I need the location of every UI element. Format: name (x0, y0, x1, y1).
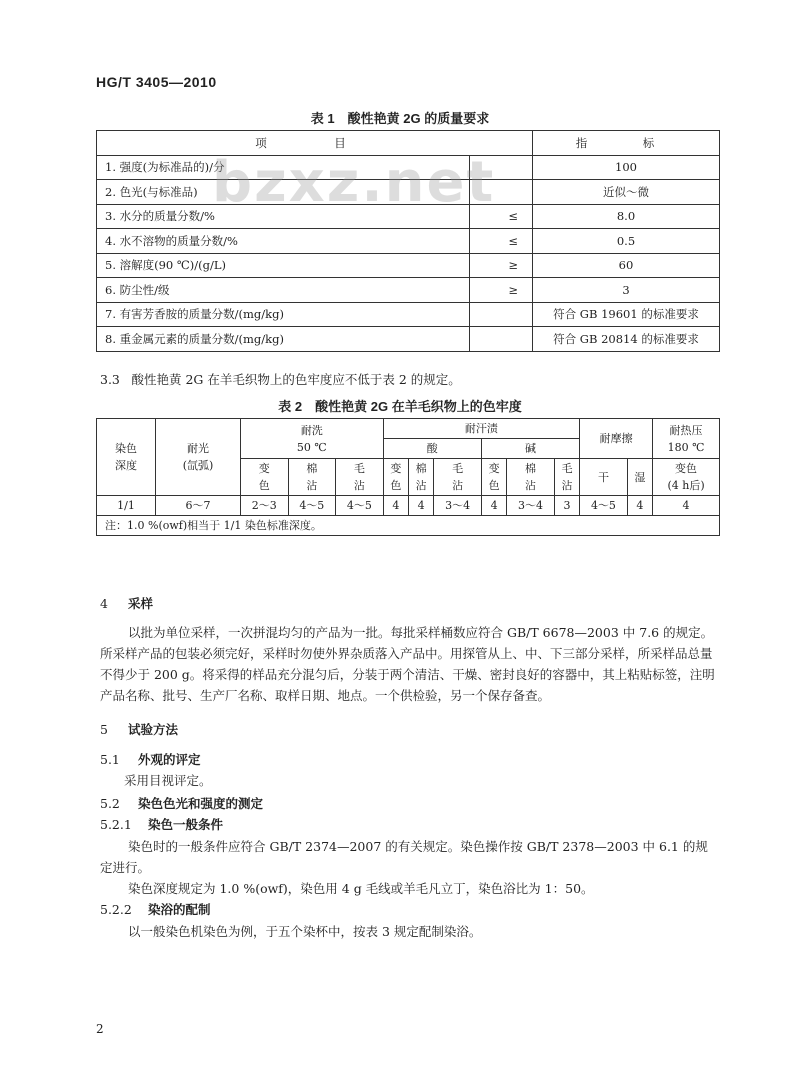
item-cell: 5. 溶解度(90 ℃)/(g/L) (97, 253, 470, 278)
value-cell: 8.0 (533, 204, 720, 229)
section-4-paragraph: 以批为单位采样，一次拼混均匀的产品为一批。每批采样桶数应符合 GB/T 6678—2003 中 7.6 的规定。所采样产品的包装必须完好，采样时勿使外界杂质落入产品中。用探管从上、中、下三部分采样，所采样品总量不得少于 200 g。将采得的样品充分混匀后，分装于两个清洁、干燥、密封良好的容器中，其上粘贴标签，注明产品名称、批号、生产厂名称、取样日期、地点。一个供检验，另一个保存备查。 (100, 625, 715, 703)
section-number: 5.2.2 (100, 902, 132, 917)
table-row (97, 496, 720, 516)
cell-alkali-change: 4 (481, 496, 506, 516)
section-title: 外观的评定 (138, 753, 201, 767)
table-row (97, 302, 720, 327)
sub-wool: 毛 沾 (554, 459, 579, 496)
sub-wet: 湿 (627, 459, 652, 496)
section-5-2-1-heading (100, 815, 223, 833)
item-cell: 3. 水分的质量分数/% (97, 204, 470, 229)
header-sweat: 耐汗渍 (383, 419, 580, 439)
section-5-2-1-text2: 染色深度规定为 1.0 %(owf)，染色用 4 g 毛线或羊毛凡立丁，染色浴比为 1：50。 (128, 881, 594, 896)
sub-change: 变 色 (241, 459, 289, 496)
header-alkali: 碱 (481, 439, 579, 459)
cell-acid-change: 4 (383, 496, 408, 516)
sub-dry: 干 (580, 459, 628, 496)
sub-cotton: 棉 沾 (409, 459, 434, 496)
header-heat (653, 419, 720, 459)
section-5-2-heading (100, 794, 263, 812)
section-title: 染色一般条件 (148, 818, 224, 832)
section-title: 染浴的配制 (148, 903, 211, 917)
header-depth: 染色 深度 (97, 419, 156, 496)
section-title: 试验方法 (128, 723, 179, 737)
cell-wash-wool: 4～5 (336, 496, 384, 516)
table-row (97, 229, 720, 254)
operator-cell: ≤ (470, 229, 533, 254)
cell-rub-wet: 4 (627, 496, 652, 516)
table2-caption: 表 2 酸性艳黄 2G 在羊毛织物上的色牢度 (278, 399, 522, 414)
sub-heat-change: 变色 (4 h后) (653, 459, 720, 496)
cell-depth: 1/1 (97, 496, 156, 516)
item-cell: 2. 色光(与标准品) (97, 180, 470, 205)
section-title: 染色色光和强度的测定 (138, 797, 264, 811)
header-light: 耐光 (氙弧) (156, 419, 241, 496)
table-note: 注：1.0 %(owf)相当于 1/1 染色标准深度。 (97, 516, 720, 536)
item-cell: 8. 重金属元素的质量分数/(mg/kg) (97, 327, 470, 352)
column-header-spec: 指 标 (533, 131, 720, 156)
color-fastness-table (96, 418, 720, 536)
cell-alkali-cotton: 3～4 (507, 496, 555, 516)
cell-light: 6～7 (156, 496, 241, 516)
wash-temp: 50 ℃ (296, 440, 327, 454)
section-4-heading (100, 594, 153, 612)
page-number: 2 (96, 1022, 104, 1036)
section-5-2-2-text: 以一般染色机染色为例，于五个染杯中，按表 3 规定配制染浴。 (128, 924, 482, 939)
section-number: 5 (100, 722, 108, 737)
sub-wool: 毛 沾 (434, 459, 482, 496)
sub-change: 变 色 (383, 459, 408, 496)
value-cell: 60 (533, 253, 720, 278)
section-5-2-1-text1: 染色时的一般条件应符合 GB/T 2374—2007 的有关规定。染色操作按 GB/T 2378—2003 中 6.1 的规定进行。 (100, 839, 708, 875)
heat-label: 耐热压 (669, 423, 703, 437)
section-text: 酸性艳黄 2G 在羊毛织物上的色牢度应不低于表 2 的规定。 (131, 372, 461, 387)
standard-code: HG/T 3405—2010 (96, 74, 217, 90)
table1-caption: 表 1 酸性艳黄 2G 的质量要求 (310, 111, 490, 126)
heat-temp: 180 ℃ (667, 440, 705, 454)
item-cell: 4. 水不溶物的质量分数/% (97, 229, 470, 254)
table-row (97, 327, 720, 352)
cell-rub-dry: 4～5 (580, 496, 628, 516)
operator-cell (470, 327, 533, 352)
section-3-3 (100, 370, 461, 388)
cell-heat-change: 4 (653, 496, 720, 516)
value-cell: 符合 GB 19601 的标准要求 (533, 302, 720, 327)
value-cell: 近似～微 (533, 180, 720, 205)
item-cell: 7. 有害芳香胺的质量分数/(mg/kg) (97, 302, 470, 327)
value-cell: 100 (533, 155, 720, 180)
wash-label: 耐洗 (300, 423, 323, 437)
section-number: 3.3 (100, 372, 120, 387)
watermark: bzxz.net (212, 150, 496, 215)
cell-wash-cotton: 4～5 (288, 496, 336, 516)
section-number: 5.2 (100, 796, 120, 811)
sub-cotton: 棉 沾 (288, 459, 336, 496)
header-acid: 酸 (383, 439, 481, 459)
table-row (97, 253, 720, 278)
value-cell: 0.5 (533, 229, 720, 254)
sub-wool: 毛 沾 (336, 459, 384, 496)
item-cell: 1. 强度(为标准品的)/分 (97, 155, 470, 180)
table-note-row (97, 516, 720, 536)
header-wash (241, 419, 384, 459)
table-header-row (97, 419, 720, 439)
sub-change: 变 色 (481, 459, 506, 496)
value-cell: 符合 GB 20814 的标准要求 (533, 327, 720, 352)
cell-acid-cotton: 4 (409, 496, 434, 516)
sub-cotton: 棉 沾 (507, 459, 555, 496)
cell-wash-change: 2～3 (241, 496, 289, 516)
section-5-1-heading (100, 750, 201, 768)
operator-cell (470, 302, 533, 327)
section-number: 5.1 (100, 752, 120, 767)
section-5-2-2-heading (100, 900, 211, 918)
item-cell: 6. 防尘性/级 (97, 278, 470, 303)
section-5-heading (100, 720, 178, 738)
section-5-1-text: 采用目视评定。 (124, 773, 212, 788)
column-header-item: 项 目 (97, 131, 533, 156)
section-number: 5.2.1 (100, 817, 132, 832)
cell-acid-wool: 3～4 (434, 496, 482, 516)
operator-cell: ≤ (470, 204, 533, 229)
header-rub: 耐摩擦 (580, 419, 653, 459)
section-title: 采样 (128, 597, 154, 611)
table-row (97, 278, 720, 303)
value-cell: 3 (533, 278, 720, 303)
cell-alkali-wool: 3 (554, 496, 579, 516)
operator-cell: ≥ (470, 253, 533, 278)
section-number: 4 (100, 596, 108, 611)
operator-cell: ≥ (470, 278, 533, 303)
